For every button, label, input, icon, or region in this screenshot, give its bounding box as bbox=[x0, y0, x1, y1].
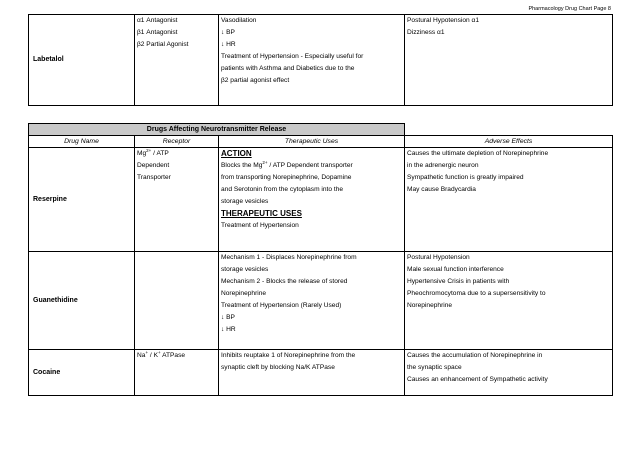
table-row bbox=[29, 148, 613, 252]
use-line: Treatment of Hypertension bbox=[221, 222, 299, 229]
header-adverse-effects: Adverse Effects bbox=[405, 136, 613, 148]
adverse-line: Causes the ultimate depletion of Norepinephrine bbox=[407, 150, 549, 157]
adverse-cell bbox=[405, 252, 613, 350]
uses-cell bbox=[219, 148, 405, 252]
adverse-line: Sympathetic function is greatly impaired bbox=[407, 174, 524, 181]
adverse-cell bbox=[405, 350, 613, 396]
use-line: from transporting Norepinephrine, Dopamine bbox=[221, 174, 352, 181]
use-line: and Serotonin from the cytoplasm into the bbox=[221, 186, 344, 193]
adverse-line: Causes the accumulation of Norepinephrine in bbox=[407, 352, 543, 359]
use-line: β2 partial agonist effect bbox=[221, 77, 290, 84]
use-line: Treatment of Hypertension - Especially useful for bbox=[221, 53, 364, 60]
receptor-line: β2 Partial Agonist bbox=[137, 41, 189, 48]
adverse-cell bbox=[405, 15, 613, 106]
header-therapeutic-uses: Therapeutic Uses bbox=[219, 136, 405, 148]
neurotransmitter-release-table bbox=[28, 123, 613, 396]
adverse-line: Male sexual function interference bbox=[407, 266, 504, 273]
receptor-cell bbox=[135, 350, 219, 396]
use-line: ↓ BP bbox=[221, 29, 235, 36]
header-row bbox=[29, 136, 613, 148]
use-line: synaptic cleft by blocking Na/K ATPase bbox=[221, 364, 335, 371]
use-line: storage vesicles bbox=[221, 198, 269, 205]
receptor-cell bbox=[135, 15, 219, 106]
receptor-line: α1 Antagonist bbox=[137, 17, 178, 24]
use-line: Norepinephrine bbox=[221, 290, 267, 297]
receptor-line: β1 Antagonist bbox=[137, 29, 178, 36]
labetalol-table bbox=[28, 14, 613, 106]
receptor-line: Na+ / K+ ATPase bbox=[137, 349, 186, 359]
page-header: Pharmacology Drug Chart Page 8 bbox=[528, 6, 611, 12]
drug-name-cocaine: Cocaine bbox=[29, 350, 135, 396]
adverse-line: Causes an enhancement of Sympathetic activity bbox=[407, 376, 548, 383]
use-line: patients with Asthma and Diabetics due to the bbox=[221, 65, 355, 72]
drug-name-guanethidine: Guanethidine bbox=[29, 252, 135, 350]
adverse-line: May cause Bradycardia bbox=[407, 186, 476, 193]
section-title: Drugs Affecting Neurotransmitter Release bbox=[29, 124, 405, 136]
header-drug-name: Drug Name bbox=[29, 136, 135, 148]
uses-cell bbox=[219, 350, 405, 396]
adverse-line: Dizziness α1 bbox=[407, 29, 445, 36]
table-row bbox=[29, 15, 613, 106]
use-line: Mechanism 2 - Blocks the release of stored bbox=[221, 278, 348, 285]
adverse-line: Postural Hypotension bbox=[407, 254, 470, 261]
use-line: Treatment of Hypertension (Rarely Used) bbox=[221, 302, 342, 309]
use-line: ↓ HR bbox=[221, 326, 236, 333]
blank-cell bbox=[405, 124, 613, 136]
adverse-line: the synaptic space bbox=[407, 364, 462, 371]
drug-name-reserpine: Reserpine bbox=[29, 148, 135, 252]
adverse-cell bbox=[405, 148, 613, 252]
section-row bbox=[29, 124, 613, 136]
uses-cell bbox=[219, 15, 405, 106]
receptor-line: $Mg^{2+}$ / ATP bbox=[137, 147, 169, 157]
table-row bbox=[29, 252, 613, 350]
uses-cell bbox=[219, 252, 405, 350]
adverse-line: Norepinephrine bbox=[407, 302, 453, 309]
receptor-cell bbox=[135, 148, 219, 252]
header-receptor: Receptor bbox=[135, 136, 219, 148]
action-heading: ACTION bbox=[221, 149, 252, 158]
adverse-line: in the adrenergic neuron bbox=[407, 162, 479, 169]
receptor-cell bbox=[135, 252, 219, 350]
adverse-line: Postural Hypotension α1 bbox=[407, 17, 479, 24]
use-line: ↓ BP bbox=[221, 314, 235, 321]
receptor-line: Dependent bbox=[137, 162, 170, 169]
adverse-line: Pheochromocytoma due to a supersensitivity to bbox=[407, 290, 546, 297]
therapeutic-uses-heading: THERAPEUTIC USES bbox=[221, 209, 302, 218]
use-line: Vasodilation bbox=[221, 17, 257, 24]
adverse-line: Hypertensive Crisis in patients with bbox=[407, 278, 510, 285]
table-row bbox=[29, 350, 613, 396]
use-line: Mechanism 1 - Displaces Norepinephrine from bbox=[221, 254, 357, 261]
use-line: Blocks the $Mg^{2+}$ / ATP Dependent transporter bbox=[221, 159, 353, 169]
use-line: storage vesicles bbox=[221, 266, 269, 273]
use-line: Inhibits reuptake 1 of Norepinephrine from the bbox=[221, 352, 356, 359]
drug-name-labetalol: Labetalol bbox=[29, 15, 135, 106]
receptor-line: Transporter bbox=[137, 174, 171, 181]
use-line: ↓ HR bbox=[221, 41, 236, 48]
